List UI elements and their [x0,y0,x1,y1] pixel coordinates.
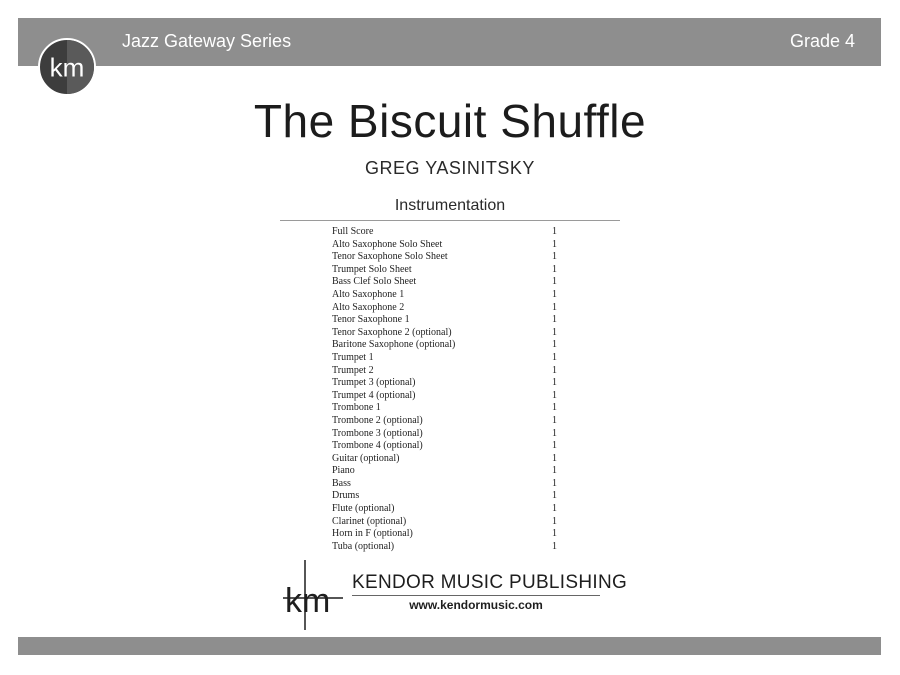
footer-bar [18,637,881,655]
instrument-name: Trombone 3 (optional) [332,427,423,439]
instrument-count: 1 [552,477,557,489]
instrument-row [332,339,572,352]
instrument-name: Flute (optional) [332,503,395,515]
instrument-name: Trumpet 1 [332,351,374,363]
series-title: Jazz Gateway Series [122,31,292,51]
instrument-count: 1 [552,414,557,426]
km-badge-logo [38,38,96,96]
instrument-count: 1 [552,314,557,326]
instrument-row [332,453,572,466]
publisher-name: KENDOR MUSIC PUBLISHING [352,572,628,593]
instrument-name: Alto Saxophone Solo Sheet [332,238,443,250]
instrument-count: 1 [552,440,557,452]
page-title: The Biscuit Shuffle [253,95,647,147]
instrument-count: 1 [552,452,557,464]
instrument-row [332,415,572,428]
instrument-name: Trombone 4 (optional) [332,440,423,452]
instrument-count: 1 [552,364,557,376]
instrument-name: Trumpet 2 [332,364,374,376]
instrument-name: Tenor Saxophone 2 (optional) [332,326,452,338]
instrument-row [332,289,572,302]
instrument-row [332,528,572,541]
instrument-count: 1 [552,503,557,515]
instrument-count: 1 [552,288,557,300]
instrument-row [332,478,572,491]
instrument-row [332,251,572,264]
instrument-row [332,314,572,327]
instrument-row [332,264,572,277]
instrument-count: 1 [552,490,557,502]
instrumentation-heading: Instrumentation [394,197,506,214]
instrument-row [332,377,572,390]
instrument-name: Piano [332,465,355,477]
instrument-count: 1 [552,226,557,237]
instrument-name: Trombone 2 (optional) [332,414,423,426]
instrument-name: Tenor Saxophone 1 [332,314,410,326]
instrument-row [332,327,572,340]
instrument-count: 1 [552,263,557,275]
instrument-count: 1 [552,389,557,401]
instrument-count: 1 [552,377,557,389]
instrument-name: Clarinet (optional) [332,515,407,527]
instrument-name: Bass [332,477,351,489]
instrument-name: Trumpet 4 (optional) [332,389,416,401]
composer-name: GREG YASINITSKY [365,158,535,178]
instrument-count: 1 [552,339,557,351]
instrument-name: Alto Saxophone 2 [332,301,405,313]
instrument-row [332,302,572,315]
instrument-name: Horn in F (optional) [332,528,413,540]
instrument-row [332,402,572,415]
badge-text: km [49,52,85,83]
instrument-row [332,365,572,378]
instrument-row [332,465,572,478]
instrument-name: Trombone 1 [332,402,381,414]
instrumentation-divider [280,220,620,221]
instrument-count: 1 [552,276,557,288]
grade-label: Grade 4 [789,31,855,51]
header-bar [18,18,881,66]
instrument-row [332,440,572,453]
instrument-count: 1 [552,540,557,552]
instrument-name: Baritone Saxophone (optional) [332,339,456,351]
instrument-name: Full Score [332,226,374,237]
instrument-name: Trumpet 3 (optional) [332,377,416,389]
instrument-row [332,226,572,239]
instrument-count: 1 [552,326,557,338]
instrument-name: Bass Clef Solo Sheet [332,276,417,288]
instrument-count: 1 [552,402,557,414]
instrument-row [332,516,572,529]
publisher-url[interactable]: www.kendormusic.com [409,598,543,612]
publisher-divider [352,595,600,596]
instrument-row [332,239,572,252]
instrument-name: Tuba (optional) [332,540,395,552]
instrument-row [332,276,572,289]
instrument-count: 1 [552,238,557,250]
instrument-count: 1 [552,301,557,313]
instrument-name: Drums [332,490,360,502]
instrument-count: 1 [552,465,557,477]
instrument-name: Alto Saxophone 1 [332,288,405,300]
instrument-row [332,490,572,503]
instrument-row [332,503,572,516]
instrument-count: 1 [552,515,557,527]
instrument-count: 1 [552,427,557,439]
instrument-count: 1 [552,351,557,363]
instrument-name: Trumpet Solo Sheet [332,263,412,275]
instrument-row [332,352,572,365]
publisher-logo-text: km [285,582,331,620]
instrument-name: Guitar (optional) [332,452,400,464]
instrument-row [332,541,572,554]
instrument-count: 1 [552,528,557,540]
instrument-name: Tenor Saxophone Solo Sheet [332,251,448,263]
instrument-row [332,428,572,441]
publisher-logo [283,560,343,630]
instrument-count: 1 [552,251,557,263]
instrument-row [332,390,572,403]
instrumentation-list [332,226,572,553]
